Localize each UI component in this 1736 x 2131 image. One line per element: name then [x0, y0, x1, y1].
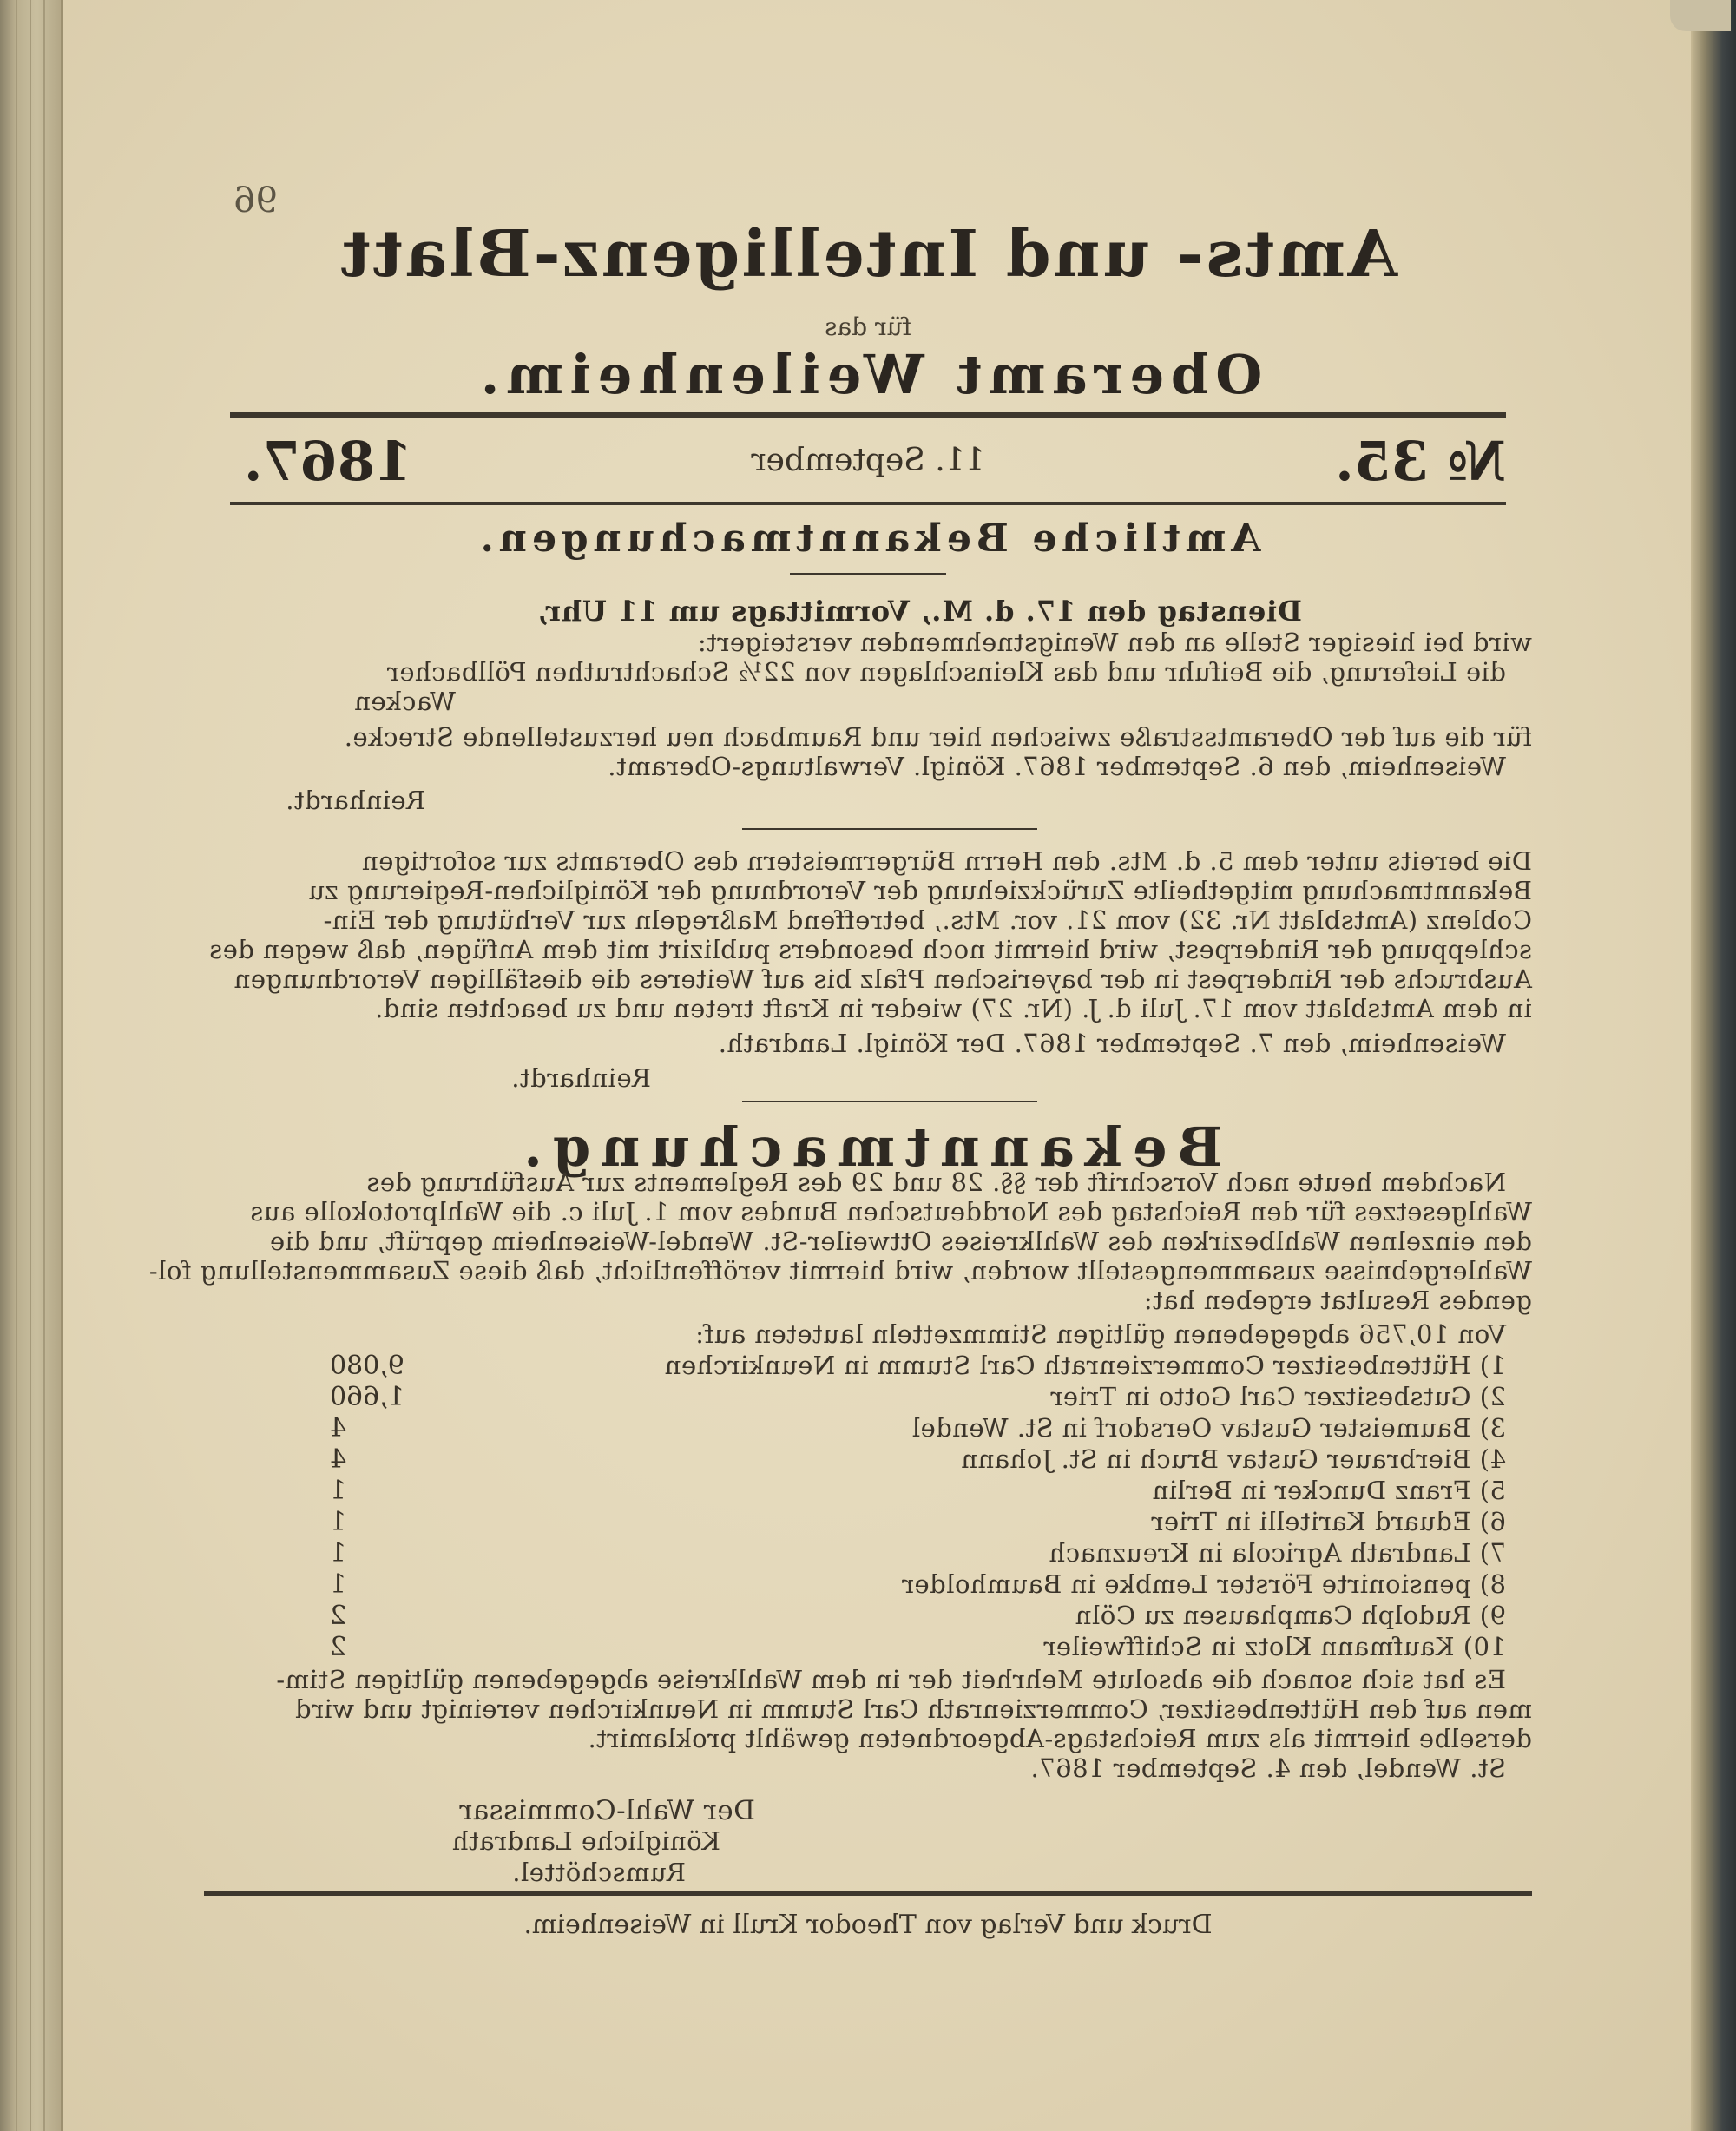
- masthead-top-rule: [230, 412, 1506, 418]
- separator: [742, 1101, 1037, 1102]
- issue-number: № 35.: [1335, 430, 1506, 493]
- notice2-line: Ausbruchs der Rinderpest in der bayerischen Pfalz bis auf Weiteres die diesfälligen Verordnungen: [233, 964, 1532, 994]
- notice1-signature: Reinhardt.: [285, 786, 425, 815]
- announcement-conclusion-line: St. Wendel, den 4. September 1867.: [1030, 1753, 1506, 1783]
- notice2-line: Coblenz (Amtsblatt Nr. 32) vom 21. vor. Mts., betreffend Maßregeln zur Verhütung der Ein-: [323, 905, 1532, 935]
- notice2-signature: Reinhardt.: [510, 1063, 651, 1093]
- announcement-intro-line: Nachdem heute nach Vorschrift der §§. 28 und 29 des Reglements zur Ausführung des: [365, 1167, 1506, 1197]
- announcement-intro-line: gendes Resultat ergeben hat:: [1143, 1286, 1532, 1315]
- masthead-subtitle: Oberamt Weilenheim.: [473, 343, 1263, 406]
- result-votes: 1: [330, 1569, 347, 1600]
- signature-office: Königliche Landrath: [451, 1826, 720, 1856]
- result-votes: 1: [330, 1538, 347, 1569]
- masthead-title: Amts- und Intelligenz-Blatt: [338, 217, 1398, 292]
- result-label: 7) Landrath Agricola in Kreuznach: [1049, 1538, 1506, 1568]
- notice2-line: Die bereits unter dem 5. d. Mts. den Herrn Bürgermeistern des Oberamts zur sofortigen: [361, 846, 1532, 876]
- separator: [742, 828, 1037, 830]
- result-votes: 4: [330, 1413, 347, 1444]
- result-votes: 9,080: [330, 1351, 404, 1381]
- announcement-conclusion-line: men auf den Hüttenbesitzer, Commerzienrath Carl Stumm in Neunkirchen vereinigt und wird: [294, 1694, 1532, 1724]
- issue-year: 1867.: [243, 430, 412, 493]
- masthead-bottom-rule: [230, 502, 1506, 505]
- result-votes: 1: [330, 1507, 347, 1537]
- result-votes: 2: [330, 1601, 347, 1631]
- announcement-conclusion-line: derselbe hiermit als zum Reichstags-Abgeordneten gewählt proklamirt.: [588, 1724, 1532, 1753]
- result-votes: 4: [330, 1444, 347, 1475]
- notice1-dateline: Dienstag den 17. d. M., Vormittags um 11 Uhr,: [536, 595, 1302, 628]
- separator: [790, 573, 946, 575]
- notice1-line: für die auf der Oberamtsstraße zwischen hier und Raumbach neu herzustellende Strecke.: [344, 722, 1532, 752]
- result-label: 10) Kaufmann Klotz in Schiffweiler: [1043, 1632, 1506, 1661]
- printer-imprint: Druck und Verlag von Theodor Krull in Weisenheim.: [523, 1910, 1213, 1940]
- official-notices-heading: Amtliche Bekanntmachungen.: [475, 516, 1261, 561]
- announcement-intro-line: den einzelnen Wahlbezirken des Wahlkreises Ottweiler-St. Wendel-Weisenheim geprüft, und die: [269, 1227, 1532, 1256]
- result-label: 6) Eduard Karitelli in Trier: [1151, 1507, 1506, 1536]
- result-label: 8) pensionirte Förster Lembke in Baumholder: [901, 1569, 1506, 1599]
- result-label: 1) Hüttenbesitzer Commerzienrath Carl Stumm in Neunkirchen: [664, 1351, 1506, 1380]
- issue-date: 11. September: [751, 443, 985, 478]
- footer-rule: [204, 1891, 1532, 1896]
- announcement-intro-line: Von 10,756 abgegebenen gültigen Stimmzetteln lauteten auf:: [694, 1319, 1506, 1349]
- signature-name: Rumschöttel.: [511, 1858, 686, 1887]
- result-label: 4) Bierbrauer Gustav Bruch in St. Johann: [960, 1444, 1506, 1474]
- announcement-intro-line: Wahlergebnisse zusammengestellt worden, wird hiermit veröffentlicht, daß diese Zusammenstellung fol-: [148, 1256, 1532, 1286]
- announcement-intro-line: Wahlgesetzes für den Reichstag des Norddeutschen Bundes vom 1. Juli c. die Wahlprotokolle aus: [249, 1197, 1532, 1227]
- announcement-conclusion-line: Es hat sich sonach die absolute Mehrheit der in dem Wahlkreise abgegebenen gültigen Stim-: [275, 1665, 1506, 1694]
- result-votes: 1,660: [330, 1382, 404, 1412]
- announcement-heading: Bekanntmachung.: [513, 1115, 1223, 1179]
- result-label: 5) Franz Duncker in Berlin: [1152, 1476, 1506, 1505]
- result-label: 3) Baumeister Gustav Oersdorf in St. Wendel: [911, 1413, 1506, 1443]
- notice1-line: die Lieferung, die Beifuhr und das Kleinschlagen von 22½ Schachtruthen Pöllbacher: [386, 657, 1506, 687]
- signature-title: Der Wahl-Commissar: [458, 1795, 755, 1826]
- notice1-line: Wacken: [353, 687, 456, 716]
- notice1-line: Weisenheim, den 6. September 1867. Königl. Verwaltungs-Oberamt.: [607, 752, 1506, 781]
- notice2-line: in dem Amtsblatt vom 17. Juli d. J. (Nr. 27) wieder in Kraft treten und zu beachten sind.: [374, 994, 1532, 1023]
- result-label: 2) Gutsbesitzer Carl Gotto in Trier: [1049, 1382, 1506, 1411]
- result-votes: 1: [330, 1476, 347, 1506]
- notice2-line: Weisenheim, den 7. September 1867. Der Königl. Landrath.: [718, 1029, 1506, 1058]
- page-number: 96: [233, 181, 278, 220]
- notice2-line: schleppung der Rinderpest, wird hiermit noch besonders publizirt mit dem Anfügen, daß wegen des: [208, 935, 1532, 964]
- notice2-line: Bekanntmachung mitgetheilte Zurückziehung der Verordnung der Königlichen-Regierung zu: [307, 876, 1532, 905]
- notice1-line: wird bei hiesiger Stelle an den Wenigstnehmenden versteigert:: [697, 628, 1532, 657]
- result-label: 9) Rudolph Camphausen zu Cöln: [1075, 1601, 1506, 1630]
- result-votes: 2: [330, 1632, 347, 1662]
- masthead-fuer-das: für das: [825, 312, 911, 341]
